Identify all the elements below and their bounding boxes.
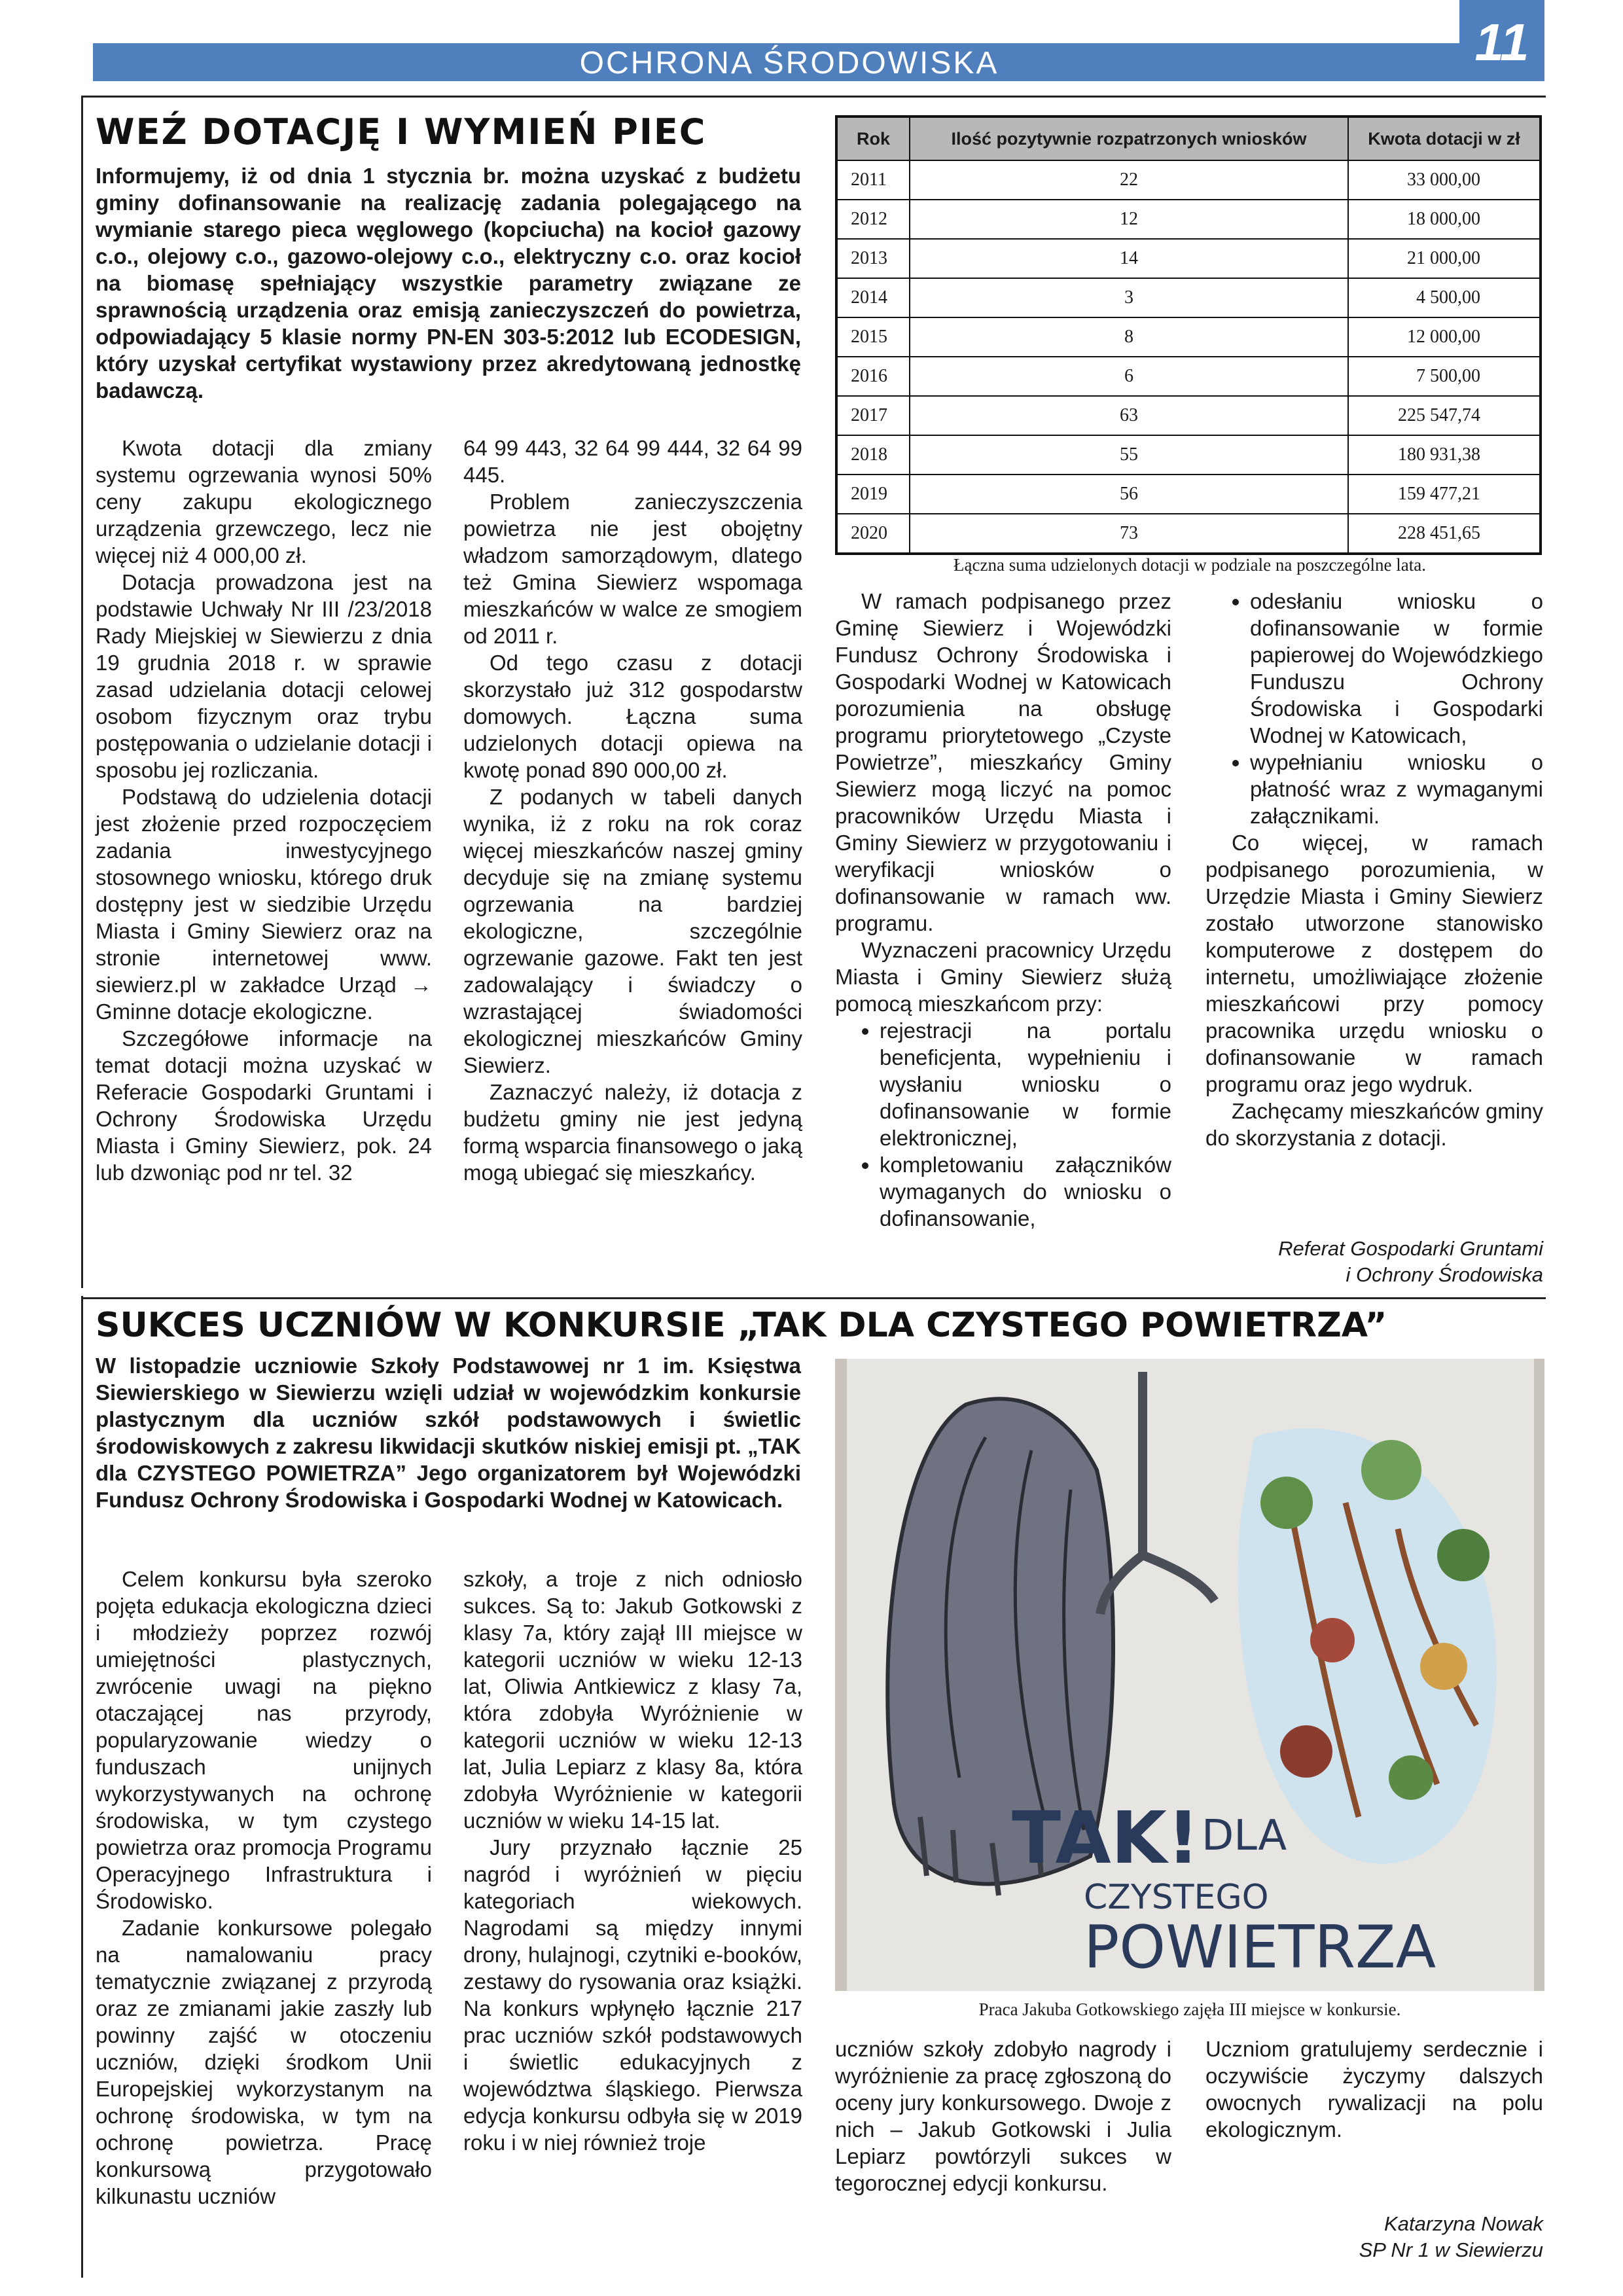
article1-column-4	[1205, 588, 1543, 1151]
table-row	[836, 357, 1541, 396]
paragraph: W ramach podpisanego przez Gminę Siewierz i Wojewódzki Fundusz Ochrony Środowiska i Gospodarki Wodnej w Katowicach porozumienia na obsługę programu priorytetowego „Czyste Powietrze”, mieszkańcy Gminy Siewierz mogą liczyć na pomoc pracowników Urzędu Miasta i Gminy Siewierz w przygotowaniu i weryfikacji wniosków o dofinansowanie w ramach ww. programu.	[835, 589, 1171, 935]
table-row	[836, 396, 1541, 435]
cell-count: 73	[910, 514, 1348, 554]
signature-line: SP Nr 1 w Siewierzu	[1359, 2238, 1543, 2261]
signature-line: Katarzyna Nowak	[1384, 2212, 1543, 2235]
grant-table	[835, 115, 1542, 555]
cell-count: 14	[910, 239, 1348, 278]
cell-year: 2016	[836, 357, 910, 396]
paragraph: Podstawą do udzielenia dotacji jest złożenie przed rozpoczęciem zadania inwestycyjnego stosownego wniosku, którego druk dostępny jest w siedzibie Urzędu Miasta i Gminy Siewierz oraz na stronie internetowej www. siewierz.pl w zakładce Urząd → Gminne dotacje ekologiczne.	[96, 785, 432, 1024]
paragraph: szkoły, a troje z nich odniosło sukces. Są to: Jakub Gotkowski z klasy 7a, który zajął III miejsce w kategorii uczniów w wieku 12-13 lat, Oliwia Antkiewicz z klasy 7a, która zdobyła Wyróżnienie w kategorii uczniów w wieku 12-13 lat, Julia Lepiarz z klasy 8a, która zdobyła Wyróżnienie w kategorii uczniów w wieku 14-15 lat.	[463, 1567, 802, 1833]
paragraph: Szczegółowe informacje na temat dotacji można uzyskać w Referacie Gospodarki Gruntami i Ochrony Środowiska Urzędu Miasta i Gminy Siewierz, pok. 24 lub dzwoniąc pod nr tel. 32	[96, 1026, 432, 1185]
table-row	[836, 514, 1541, 554]
lungs-painting	[835, 1359, 1544, 1991]
column-header-count: Ilość pozytywnie rozpatrzonych wniosków	[910, 117, 1348, 160]
column-header-amount: Kwota dotacji w zł	[1348, 117, 1541, 160]
artwork-caption: Praca Jakuba Gotkowskiego zajęła III miejsce w konkursie.	[978, 2000, 1401, 2019]
column-header-year: Rok	[836, 117, 910, 160]
cell-year: 2018	[836, 435, 910, 475]
article2-signature	[1205, 2211, 1543, 2263]
table-header-row	[836, 117, 1541, 160]
paragraph: Jury przyznało łącznie 25 nagród i wyróżnień w pięciu kategoriach wiekowych. Nagrodami są między innymi drony, hulajnogi, czytniki e-booków, zestawy do rysowania oraz książki. Na konkurs wpłynęło łącznie 217 prac uczniów szkół podstawowych i świetlic edukacyjnych z województwa śląskiego. Pierwsza edycja konkursu odbyła się w 2019 roku i w niej również troje	[463, 1835, 802, 2155]
cell-amount: 18 000,00	[1348, 200, 1541, 239]
cell-amount: 21 000,00	[1348, 239, 1541, 278]
help-list-continued	[1205, 588, 1543, 829]
cell-amount: 4 500,00	[1348, 278, 1541, 317]
cell-year: 2011	[836, 160, 910, 200]
signature-line: i Ochrony Środowiska	[1346, 1263, 1543, 1286]
table-row	[836, 160, 1541, 200]
artwork-text-czystego: CZYSTEGO	[1084, 1878, 1269, 1917]
table-row	[836, 435, 1541, 475]
article1-column-1	[96, 435, 432, 1186]
paragraph: 64 99 443, 32 64 99 444, 32 64 99 445.	[463, 436, 802, 487]
cell-year: 2020	[836, 514, 910, 554]
cell-count: 12	[910, 200, 1348, 239]
table-row	[836, 200, 1541, 239]
list-item: • odesłaniu wniosku o dofinansowanie w formie papierowej do Wojewódzkiego Funduszu Ochrony Środowiska i Gospodarki Wodnej w Katowicach,	[1250, 588, 1543, 749]
section-title: OCHRONA ŚRODOWISKA	[579, 46, 999, 81]
article2-lead: W listopadzie uczniowie Szkoły Podstawowej nr 1 im. Księstwa Siewierskiego w Siewierzu wzięli udział w wojewódzkim konkursie plastycznym dla uczniów szkół podstawowych i świetlic środowiskowych z zakresu likwidacji skutków niskiej emisji pt. „TAK dla CZYSTEGO POWIETRZA” Jego organizatorem był Wojewódzki Fundusz Ochrony Środowiska i Gospodarki Wodnej w Katowicach.	[96, 1354, 801, 1512]
cell-amount: 228 451,65	[1348, 514, 1541, 554]
article1-signature	[1205, 1236, 1543, 1288]
cell-amount: 180 931,38	[1348, 435, 1541, 475]
top-rule	[81, 96, 1546, 98]
article1-headline: WEŹ DOTACJĘ I WYMIEŃ PIEC	[96, 111, 707, 152]
paragraph: Kwota dotacji dla zmiany systemu ogrzewania wynosi 50% ceny zakupu ekologicznego urządzenia grzewczego, lecz nie więcej niż 4 000,00 zł.	[96, 436, 432, 567]
artwork-text-tak: TAK!	[1012, 1796, 1200, 1880]
paragraph: Problem zanieczyszczenia powietrza nie jest obojętny władzom samorządowym, dlatego też Gmina Siewierz wspomaga mieszkańców w walce ze smogiem od 2011 r.	[463, 490, 802, 648]
artwork-text-powietrza: POWIETRZA	[1084, 1913, 1436, 1982]
paragraph: Uczniom gratulujemy serdecznie i oczywiście życzymy dalszych owocnych rywalizacji na polu ekologicznym.	[1205, 2037, 1543, 2142]
paragraph: Zachęcamy mieszkańców gminy do skorzystania z dotacji.	[1205, 1099, 1543, 1150]
article2-column-3	[835, 2036, 1171, 2197]
cell-year: 2019	[836, 475, 910, 514]
paragraph: Dotacja prowadzona jest na podstawie Uchwały Nr III /23/2018 Rady Miejskiej w Siewierzu z dnia 19 grudnia 2018 r. w sprawie zasad udzielania dotacji celowej osobom fizycznym oraz trybu postępowania o udzielanie dotacji i sposobu jej rozliczania.	[96, 570, 432, 782]
left-rule-article1	[81, 96, 83, 1288]
paragraph: Zaznaczyć należy, iż dotacja z budżetu gminy nie jest jedyną formą wsparcia finansowego o jaką mogą ubiegać się mieszkańcy.	[463, 1080, 802, 1185]
paragraph: Zadanie konkursowe polegało na namalowaniu pracy tematycznie związanej z przyrodą oraz ze zmianami jakie zaszły lub powinny zajść w otoczeniu uczniów, dzięki środkom Unii Europejskiej wykorzystanym na ochronę środowiska, w tym na ochronę powietrza. Pracę konkursową przygotowało kilkunastu uczniów	[96, 1916, 432, 2208]
paragraph: Wyznaczeni pracownicy Urzędu Miasta i Gminy Siewierz służą pomocą mieszkańcom przy:	[835, 938, 1171, 1016]
cell-amount: 225 547,74	[1348, 396, 1541, 435]
table-row	[836, 278, 1541, 317]
table-body	[836, 160, 1541, 554]
table-row	[836, 317, 1541, 357]
cell-amount: 7 500,00	[1348, 357, 1541, 396]
cell-amount: 33 000,00	[1348, 160, 1541, 200]
paragraph: Z podanych w tabeli danych wynika, iż z roku na rok coraz więcej mieszkańców naszej gminy decyduje się na zmianę systemu ogrzewania na bardziej ekologiczne, szczególnie ogrzewanie gazowe. Fakt ten jest zadowalający i świadczy o wzrastającej świadomości ekologicznej mieszkańców Gminy Siewierz.	[463, 785, 802, 1077]
paragraph: Celem konkursu była szeroko pojęta edukacja ekologiczna dzieci i młodzieży poprzez rozwój umiejętności plastycznych, zwrócenie uwagi na piękno otaczającej nas przyrody, popularyzowanie wiedzy o funduszach unijnych wykorzystywanych na ochronę środowiska, w tym czystego powietrza oraz promocja Programu Operacyjnego Infrastruktura i Środowisko.	[96, 1567, 432, 1913]
cell-count: 55	[910, 435, 1348, 475]
cell-count: 56	[910, 475, 1348, 514]
list-item: • wypełnianiu wniosku o płatność wraz z wymaganymi załącznikami.	[1250, 749, 1543, 829]
cell-year: 2014	[836, 278, 910, 317]
cell-count: 22	[910, 160, 1348, 200]
article2-column-2	[463, 1566, 802, 2156]
cell-amount: 159 477,21	[1348, 475, 1541, 514]
article1-column-2	[463, 435, 802, 1186]
article2-headline: SUKCES UCZNIÓW W KONKURSIE „TAK DLA CZYSTEGO POWIETRZA”	[96, 1306, 1387, 1345]
table-row	[836, 475, 1541, 514]
cell-year: 2017	[836, 396, 910, 435]
cell-count: 63	[910, 396, 1348, 435]
cell-amount: 12 000,00	[1348, 317, 1541, 357]
article-separator	[81, 1297, 1546, 1299]
page-number: 11	[1459, 0, 1544, 81]
paragraph: Od tego czasu z dotacji skorzystało już 312 gospodarstw domowych. Łączna suma udzielonych dotacji opiewa na kwotę ponad 890 000,00 zł.	[463, 651, 802, 782]
list-item: • rejestracji na portalu beneficjenta, wypełnieniu i wysłaniu wniosku o dofinansowanie w formie elektronicznej,	[880, 1017, 1171, 1151]
signature-line: Referat Gospodarki Gruntami	[1278, 1237, 1543, 1260]
cell-year: 2013	[836, 239, 910, 278]
table-caption: Łączna suma udzielonych dotacji w podziale na poszczególne lata.	[954, 555, 1426, 575]
cell-count: 3	[910, 278, 1348, 317]
list-item: • kompletowaniu załączników wymaganych do wniosku o dofinansowanie,	[880, 1151, 1171, 1232]
artwork-text-dla: DLA	[1202, 1812, 1287, 1860]
cell-count: 6	[910, 357, 1348, 396]
help-list	[835, 1017, 1171, 1232]
article1-column-3	[835, 588, 1171, 1232]
left-rule-article2	[81, 1296, 83, 2278]
cell-count: 8	[910, 317, 1348, 357]
paragraph: uczniów szkoły zdobyło nagrody i wyróżnienie za pracę zgłoszoną do oceny jury konkursowego. Dwoje z nich – Jakub Gotkowski i Julia Lepiarz powtórzyli sukces w tegorocznej edycji konkursu.	[835, 2037, 1171, 2195]
article2-column-1	[96, 1566, 432, 2210]
cell-year: 2012	[836, 200, 910, 239]
article2-column-4	[1205, 2036, 1543, 2143]
table-row	[836, 239, 1541, 278]
paragraph: Co więcej, w ramach podpisanego porozumienia, w Urzędzie Miasta i Gminy Siewierz zostało utworzone stanowisko komputerowe z dostępem do internetu, umożliwiające złożenie mieszkańcowi przy pomocy pracownika urzędu wniosku o dofinansowanie w ramach programu oraz jego wydruk.	[1205, 831, 1543, 1096]
cell-year: 2015	[836, 317, 910, 357]
artwork-photo	[835, 1359, 1544, 1991]
article1-lead: Informujemy, iż od dnia 1 stycznia br. można uzyskać z budżetu gminy dofinansowanie na realizację zadania polegającego na wymianie starego pieca węglowego (kopciucha) na kocioł gazowy c.o., olejowy c.o., gazowo-olejowy c.o., elektryczny c.o. oraz kocioł na biomasę spełniający wszystkie parametry związane ze sprawnością urządzenia oraz emisją zanieczyszczeń do powietrza, odpowiadający 5 klasie normy PN-EN 303-5:2012 lub ECODESIGN, który uzyskał certyfikat wystawiony przez akredytowaną jednostkę badawczą.	[96, 164, 801, 403]
